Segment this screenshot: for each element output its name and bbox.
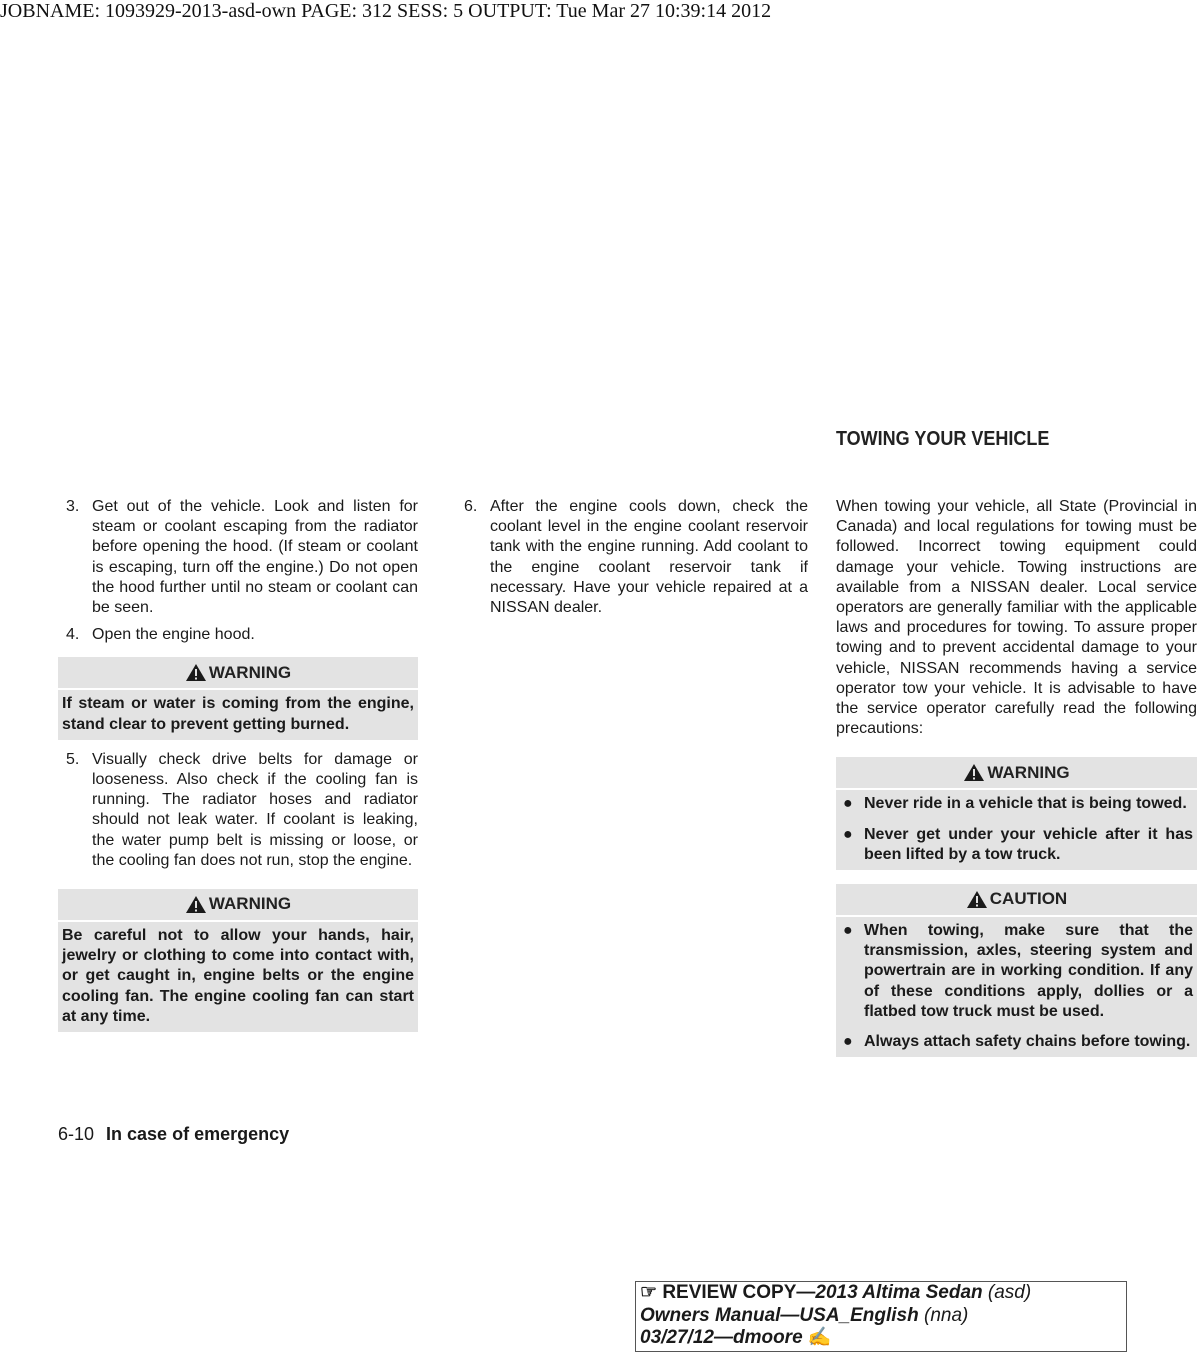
- step-text: After the engine cools down, check the coolant level in the engine coolant reservoir tank with the engine running. Add coolant to the engine coolant reservoir tank if necessary. Have your vehicle repaired at a NISSAN dealer.: [490, 498, 808, 617]
- warning-triangle-icon: [963, 763, 985, 782]
- step-number: 6.: [464, 498, 478, 515]
- section-title: TOWING YOUR VEHICLE: [836, 428, 1050, 450]
- list-item: ● Never ride in a vehicle that is being towed.: [843, 795, 1187, 813]
- step-4: [58, 625, 418, 645]
- warning-header: [58, 889, 418, 922]
- warning-title: WARNING: [208, 894, 292, 914]
- list-item: ● Always attach safety chains before towing.: [843, 1033, 1191, 1051]
- list-item: ● When towing, make sure that the transmission, axles, steering system and powertrain are in working condition. If any of these conditions apply, dollies or a flatbed tow truck must be used.: [843, 922, 1193, 1020]
- pointing-hand-icon: ☞: [640, 1282, 658, 1303]
- warning-text: If steam or water is coming from the engine, stand clear to prevent getting burned.: [62, 695, 414, 733]
- writing-hand-icon: ✍: [807, 1327, 832, 1348]
- column-middle: [456, 497, 808, 625]
- review-line-2: Owners Manual—USA_English (nna): [640, 1304, 969, 1326]
- step-text: Get out of the vehicle. Look and listen for steam or coolant escaping from the radiator before opening the hood. (If steam or coolant is escaping, turn off the engine.) Do not open the hood further until no steam or coolant can be seen.: [92, 498, 418, 617]
- warning-list: [836, 790, 1197, 870]
- step-number: 3.: [66, 498, 80, 515]
- list-item: ● Never get under your vehicle after it has been lifted by a tow truck.: [843, 825, 1193, 863]
- warning-triangle-icon: [185, 663, 207, 682]
- job-header: JOBNAME: 1093929-2013-asd-own PAGE: 312 SESS: 5 OUTPUT: Tue Mar 27 10:39:14 2012: [0, 0, 772, 22]
- towing-intro: When towing your vehicle, all State (Provincial in Canada) and local regulations for towing must be followed. Incorrect towing equipment could damage your vehicle. Towing instructions are available from a NISSAN dealer. Local service operators are generally familiar with the applicable laws and procedures for towing. To assure proper towing and to prevent accidental damage to your vehicle, NISSAN recommends having a service operator tow your vehicle. It is advisable to have the service operator carefully read the following precautions:: [836, 498, 1197, 738]
- warning-title: WARNING: [987, 762, 1070, 782]
- chapter-title: In case of emergency: [106, 1124, 290, 1144]
- caution-header: [836, 884, 1197, 917]
- caution-triangle-icon: [966, 890, 988, 909]
- warning-box-towing: [836, 757, 1197, 870]
- step-text: Visually check drive belts for damage or looseness. Also check if the cooling fan is running. The radiator hoses and radiator should not leak water. If coolant is leaking, the water pump belt is missing or loose, or the cooling fan does not run, stop the engine.: [92, 750, 418, 869]
- review-line-1: ☞ REVIEW COPY—2013 Altima Sedan (asd): [640, 1282, 1032, 1303]
- warning-header: [58, 657, 418, 690]
- step-3: [58, 497, 418, 618]
- caution-box-towing: [836, 884, 1197, 1057]
- step-text: Open the engine hood.: [92, 626, 255, 644]
- step-number: 4.: [66, 626, 80, 644]
- warning-text: Be careful not to allow your hands, hair, jewelry or clothing to come into contact with, or get caught in, engine belts or the engine cooling fan. The engine cooling fan can start at any time.: [62, 927, 414, 1025]
- column-right: [836, 497, 1197, 1067]
- caution-title: CAUTION: [989, 889, 1068, 909]
- step-number: 5.: [66, 750, 80, 768]
- review-line-3: 03/27/12—dmoore ✍: [640, 1327, 832, 1348]
- warning-box-belts: [58, 889, 418, 1032]
- step-5: [58, 750, 418, 871]
- column-left: [58, 497, 418, 1042]
- page-footer: [58, 1124, 289, 1145]
- review-copy-box: [635, 1281, 1127, 1352]
- caution-list: [836, 917, 1197, 1057]
- warning-triangle-icon: [185, 895, 207, 914]
- warning-header: [836, 757, 1197, 790]
- step-6: [456, 497, 808, 618]
- warning-box-steam: [58, 657, 418, 739]
- page-number: 6-10: [58, 1124, 95, 1144]
- warning-title: WARNING: [208, 662, 292, 682]
